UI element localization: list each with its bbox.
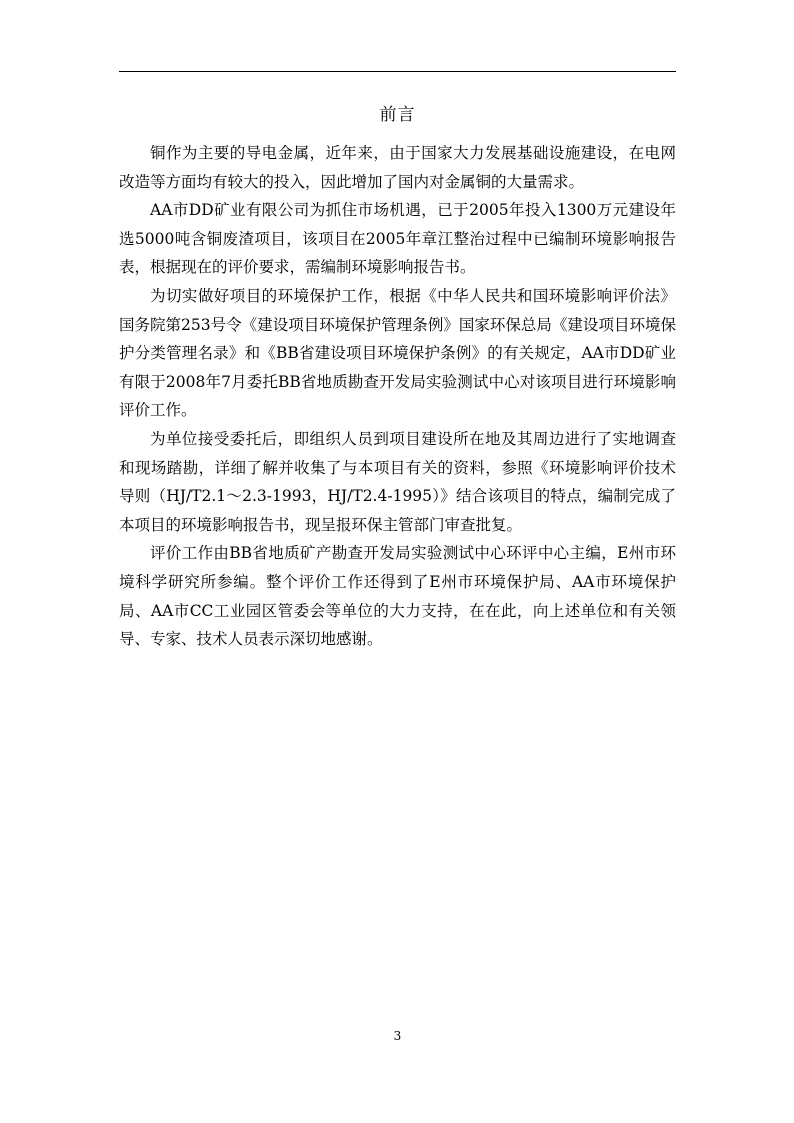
paragraph-2: AA市DD矿业有限公司为抓住市场机遇，已于2005年投入1300万元建设年选5000吨含铜废渣项目，该项目在2005年章江整治过程中已编制环境影响报告表，根据现在的评价要求，需编制环境影响报告书。 — [119, 201, 676, 277]
paragraph-5: 评价工作由BB省地质矿产勘查开发局实验测试中心环评中心主编，E州市环境科学研究所参编。整个评价工作还得到了E州市环境保护局、AA市环境保护局、AA市CC工业园区管委会等单位的大力支持，在在此，向上述单位和有关领导、专家、技术人员表示深切地感谢。 — [119, 544, 676, 649]
page-title: 前言 — [379, 105, 416, 125]
paragraph-1: 铜作为主要的导电金属，近年来，由于国家大力发展基础设施建设，在电网改造等方面均有较大的投入，因此增加了国内对金属铜的大量需求。 — [119, 144, 676, 191]
body-text — [119, 139, 676, 654]
page-number: 3 — [393, 1029, 402, 1043]
paragraph-3: 为切实做好项目的环境保护工作，根据《中华人民共和国环境影响评价法》国务院第253号令《建设项目环境保护管理条例》国家环保总局《建设项目环境保护分类管理名录》和《BB省建设项目环境保护条例》的有关规定，AA市DD矿业有限于2008年7月委托BB省地质勘查开发局实验测试中心对该项目进行环境影响评价工作。 — [119, 286, 676, 420]
paragraph-4: 为单位接受委托后，即组织人员到项目建设所在地及其周边进行了实地调查和现场踏勘，详细了解并收集了与本项目有关的资料，参照《环境影响评价技术导则（HJ/T2.1～2.3-1993，HJ/T2.4-1995）》结合该项目的特点，编制完成了本项目的环境影响报告书，现呈报环保主管部门审查批复。 — [119, 429, 676, 534]
header-rule — [119, 71, 676, 72]
